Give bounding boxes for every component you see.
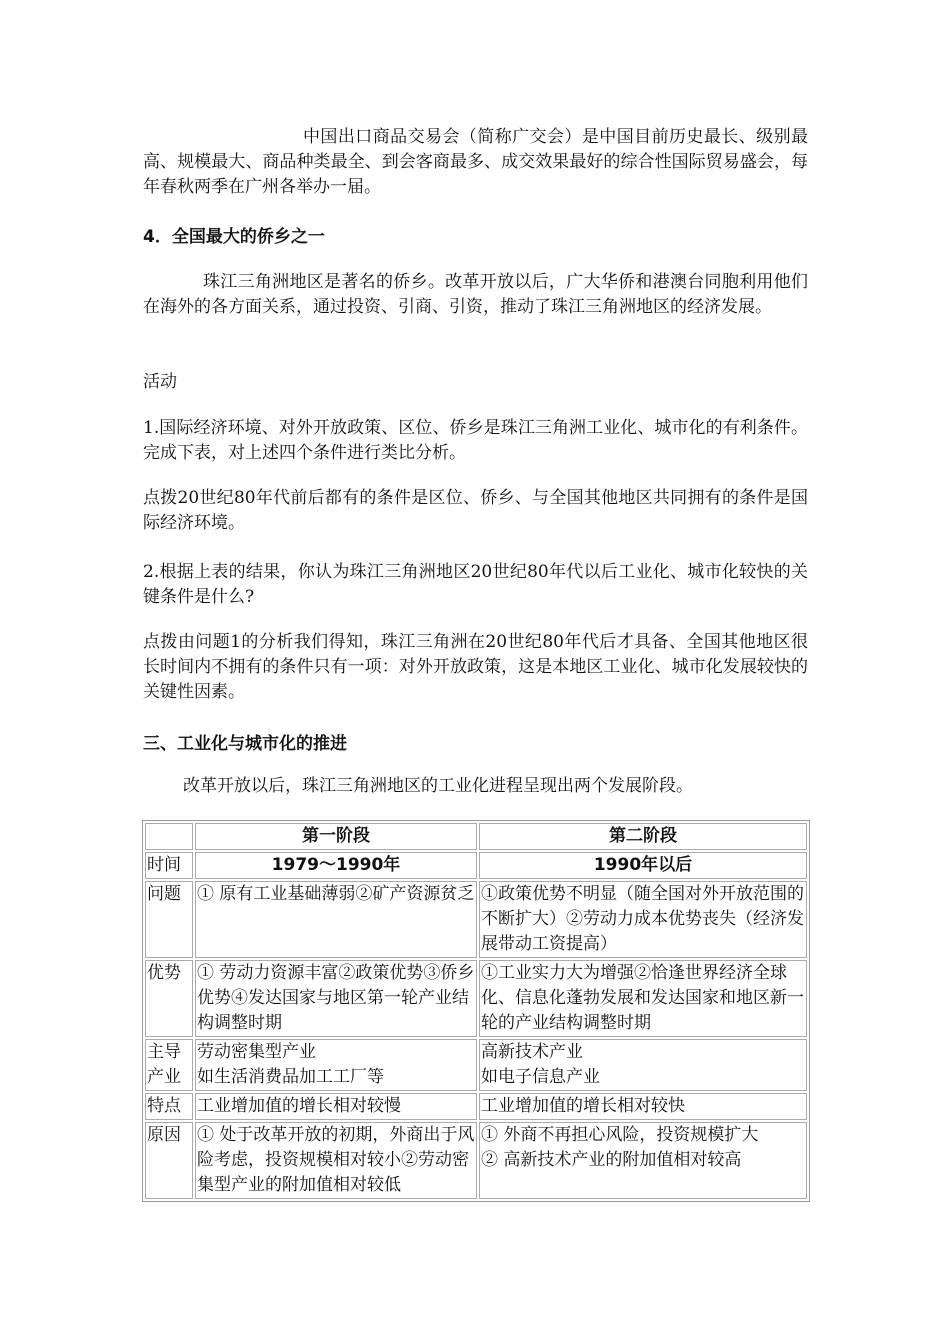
table-header-stage2: 第二阶段 [479, 823, 807, 850]
table-row [145, 1093, 807, 1120]
table-cell: 1979～1990年 [195, 852, 477, 879]
table-row [145, 1039, 807, 1091]
row-label-line: 主导 [147, 1042, 181, 1062]
activity-label: 活动 [143, 372, 177, 392]
cell-line: 高新技术产业 [481, 1042, 583, 1062]
row-label: 时间 [145, 852, 193, 879]
table-row [145, 881, 807, 958]
table-header-row [145, 823, 807, 850]
row-label [145, 1039, 193, 1091]
table-cell: ①工业实力大为增强②恰逢世界经济全球化、信息化蓬勃发展和发达国家和地区新一轮的产业结构调整时期 [479, 960, 807, 1037]
table-header-stage1: 第一阶段 [195, 823, 477, 850]
table-header-corner [145, 823, 193, 850]
table-cell: 工业增加值的增长相对较慢 [195, 1093, 477, 1120]
section3-paragraph: 改革开放以后，珠江三角洲地区的工业化进程呈现出两个发展阶段。 [183, 776, 693, 796]
table-row [145, 1122, 807, 1199]
table-cell: 工业增加值的增长相对较快 [479, 1093, 807, 1120]
cell-line: 如生活消费品加工工厂等 [197, 1067, 384, 1087]
row-label: 原因 [145, 1122, 193, 1199]
table-cell: ① 原有工业基础薄弱②矿产资源贫乏 [195, 881, 477, 958]
table-row [145, 852, 807, 879]
intro-paragraph: 中国出口商品交易会（简称广交会）是中国目前历史最长、级别最高、规模最大、商品种类最全、到会客商最多、成交效果最好的综合性国际贸易盛会，每年春秋两季在广州各举办一届。 [143, 127, 808, 197]
stages-table [142, 820, 810, 1202]
table-cell [479, 1039, 807, 1091]
section4-heading: 4．全国最大的侨乡之一 [143, 227, 325, 247]
activity-hint-1: 点拨20世纪80年代前后都有的条件是区位、侨乡、与全国其他地区共同拥有的条件是国际经济环境。 [143, 488, 808, 533]
table-cell [479, 1122, 807, 1199]
cell-line: 如电子信息产业 [481, 1067, 600, 1087]
row-label-line: 产业 [147, 1067, 181, 1087]
table-row [145, 960, 807, 1037]
table-cell: ① 处于改革开放的初期，外商出于风险考虑，投资规模相对较小②劳动密集型产业的附加值相对较低 [195, 1122, 477, 1199]
table-cell: ① 劳动力资源丰富②政策优势③侨乡优势④发达国家与地区第一轮产业结构调整时期 [195, 960, 477, 1037]
row-label: 问题 [145, 881, 193, 958]
table-cell [195, 1039, 477, 1091]
cell-line: ① 外商不再担心风险，投资规模扩大 [481, 1125, 759, 1145]
table-cell: ①政策优势不明显（随全国对外开放范围的不断扩大）②劳动力成本优势丧失（经济发展带动工资提高） [479, 881, 807, 958]
activity-question-2: 2.根据上表的结果，你认为珠江三角洲地区20世纪80年代以后工业化、城市化较快的关键条件是什么? [143, 562, 808, 607]
row-label: 特点 [145, 1093, 193, 1120]
cell-line: ② 高新技术产业的附加值相对较高 [481, 1150, 742, 1170]
row-label: 优势 [145, 960, 193, 1037]
cell-line: 劳动密集型产业 [197, 1042, 316, 1062]
activity-hint-2: 点拨由问题1的分析我们得知，珠江三角洲在20世纪80年代后才具备、全国其他地区很长时间内不拥有的条件只有一项：对外开放政策，这是本地区工业化、城市化发展较快的关键性因素。 [143, 632, 808, 702]
activity-question-1: 1.国际经济环境、对外开放政策、区位、侨乡是珠江三角洲工业化、城市化的有利条件。完成下表，对上述四个条件进行类比分析。 [143, 418, 808, 463]
section4-paragraph: 珠江三角洲地区是著名的侨乡。改革开放以后，广大华侨和港澳台同胞利用他们在海外的各方面关系，通过投资、引商、引资，推动了珠江三角洲地区的经济发展。 [143, 272, 808, 317]
table-cell: 1990年以后 [479, 852, 807, 879]
section3-heading: 三、工业化与城市化的推进 [143, 734, 347, 754]
